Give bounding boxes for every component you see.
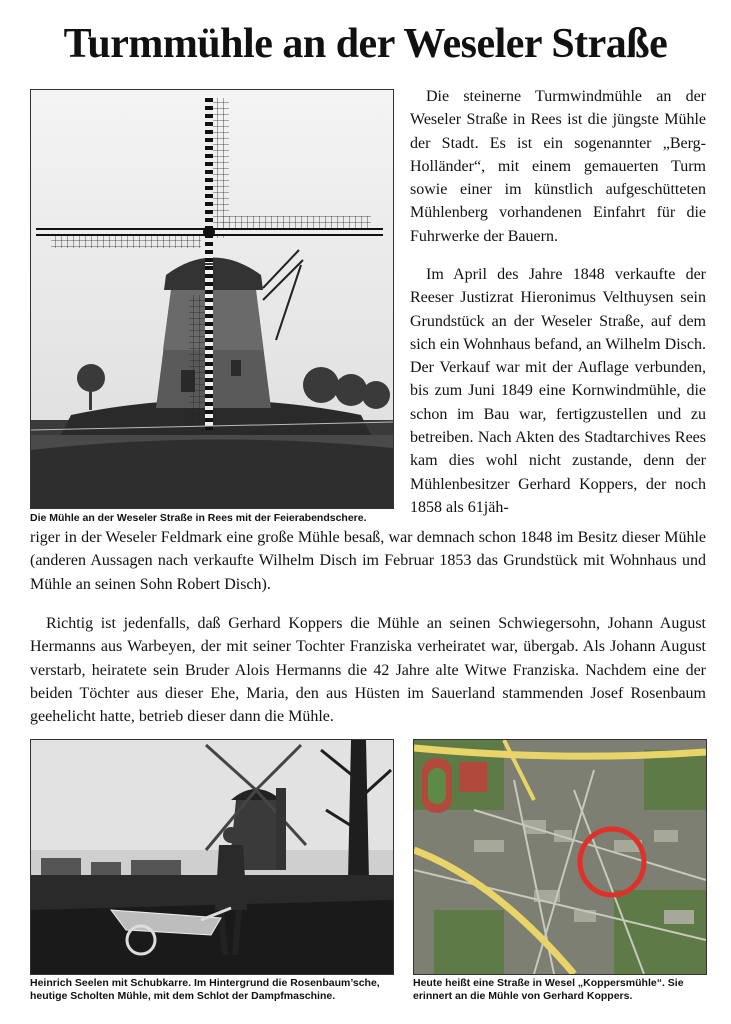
- paragraph-2-continued: riger in der Weseler Feldmark eine große Mühle besaß, war demnach schon 1848 im Besitz dieser Mühle (anderen Aussagen nach verkaufte Wilhelm Disch im Februar 1853 das Grundstück mit Wohnhaus und Mühle an seinen Sohn Robert Disch).: [30, 529, 706, 593]
- paragraph-3: Richtig ist jedenfalls, daß Gerhard Koppers die Mühle an seinen Schwiegersohn, Johann August Hermanns aus Warbeyen, der mit seiner Tochter Franziska verheiratet war, übergab. Als Johann August verstarb, heiratete sein Bruder Alois Hermanns die 42 Jahre alte Witwe Franziska. Nachdem eine der beiden Töchter aus dieser Ehe, Maria, den aus Hüsten im Sauerland stammenden Josef Rosenbaum geehelicht hatte, betrieb dieser dann die Mühle.: [30, 615, 706, 726]
- wheelbarrow-photo: [30, 739, 394, 975]
- wheelbarrow-photo-caption: Heinrich Seelen mit Schubkarre. Im Hintergrund die Rosenbaum’sche, heutige Scholten Mühle, mit dem Schlot der Dampfmaschine.: [30, 977, 380, 1002]
- aerial-map: [413, 739, 707, 975]
- aerial-map-caption: Heute heißt eine Straße in Wesel „Koppersmühle“. Sie erinnert an die Mühle von Gerhard Koppers.: [413, 977, 684, 1002]
- paragraph-2-start: Im April des Jahre 1848 verkaufte der Reeser Justizrat Hieronimus Velthuysen sein Grundstück an der Weseler Straße, auf dem sich ein Wohnhaus befand, an Wilhelm Disch. Der Verkauf war mit der Auflage verbunden, bis zum Juni 1849 eine Kornwindmühle, die schon im Bau war, fertigzustellen und zu betreiben. Nach Akten des Stadtarchives Rees kam dies wohl nicht zustande, denn der Mühlenbesitzer Gerhard Koppers, der noch 1858 als 61jäh-: [410, 266, 706, 516]
- windmill-photo: [30, 89, 394, 509]
- paragraph-1: Die steinerne Turmwindmühle an der Weseler Straße in Rees ist die jüngste Mühle der Stadt. Es ist ein sogenannter „Berg-Holländer“, mit einem gemauerten Turm sowie einer im künstlich aufgeschütteten Mühlenberg vorhandenen Einfahrt für die Fuhrwerke der Bauern.: [410, 88, 706, 245]
- page-title: Turmmühle an der Weseler Straße: [63, 21, 668, 67]
- windmill-photo-caption: Die Mühle an der Weseler Straße in Rees mit der Feierabendschere.: [30, 512, 367, 524]
